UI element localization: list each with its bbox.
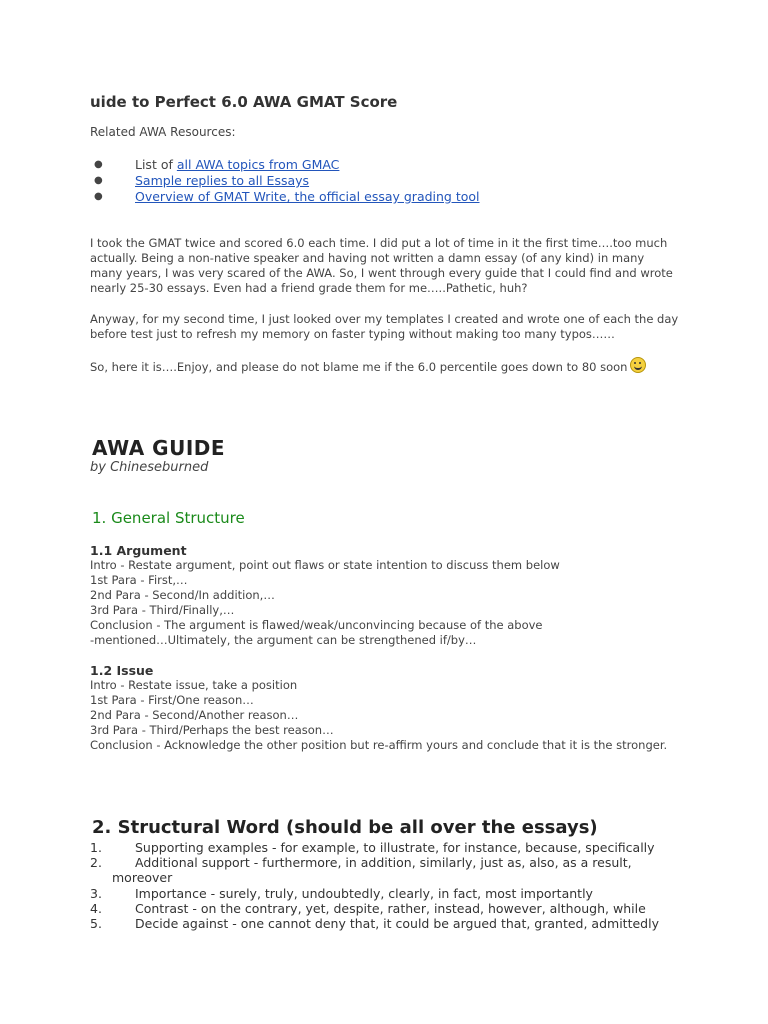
argument-line: 3rd Para - Third/Finally,… — [90, 603, 235, 617]
link-gmat-write-overview[interactable]: Overview of GMAT Write, the official essay grading tool — [135, 189, 480, 204]
issue-line: 1st Para - First/One reason… — [90, 693, 254, 707]
item-number: 1. — [90, 840, 102, 855]
subheading-issue: 1.2 Issue — [90, 663, 154, 678]
list-item — [90, 901, 690, 916]
item-text: Importance - surely, truly, undoubtedly, clearly, in fact, most importantly — [135, 885, 593, 901]
item-number: 3. — [90, 885, 102, 901]
page-title: uide to Perfect 6.0 AWA GMAT Score — [90, 93, 398, 111]
list-item — [90, 157, 480, 173]
issue-line: 3rd Para - Third/Perhaps the best reason… — [90, 723, 334, 737]
structural-word-list — [90, 840, 690, 931]
item-text: Supporting examples - for example, to illustrate, for instance, because, specifically — [135, 840, 655, 855]
bullet-icon: ● — [94, 191, 103, 202]
list-item — [90, 189, 480, 205]
subheading-argument: 1.1 Argument — [90, 543, 187, 558]
list-item — [90, 886, 690, 901]
smiley-icon — [630, 357, 646, 373]
item-text: Additional support - furthermore, in addition, similarly, just as, also, as a result, — [135, 855, 632, 871]
issue-line: Conclusion - Acknowledge the other position but re-affirm yours and conclude that it is the stronger. — [90, 738, 668, 752]
argument-line: 2nd Para - Second/In addition,… — [90, 588, 275, 602]
bullet-icon: ● — [94, 175, 103, 186]
link-awa-topics[interactable]: all AWA topics from GMAC — [176, 157, 340, 172]
issue-line: 2nd Para - Second/Another reason… — [90, 708, 299, 722]
related-resources-label: Related AWA Resources: — [90, 125, 236, 139]
link-sample-replies[interactable]: Sample replies to all Essays — [135, 173, 310, 188]
item-number: 5. — [90, 916, 102, 932]
list-item — [90, 840, 690, 855]
guide-byline: by Chineseburned — [90, 460, 209, 475]
item-text: Decide against - one cannot deny that, it could be argued that, granted, admittedly — [135, 916, 659, 932]
issue-line: Intro - Restate issue, take a position — [90, 678, 298, 692]
resource-links-list — [90, 157, 480, 205]
intro-paragraph-3-text: So, here it is….Enjoy, and please do not blame me if the 6.0 percentile goes down to 80 soon — [90, 360, 628, 374]
list-item — [90, 855, 690, 885]
intro-paragraph-1: I took the GMAT twice and scored 6.0 each time. I did put a lot of time in it the first time….too much actually. Being a non-native speaker and having not written a damn essay (of any kind) in many many years, I was very scared of the AWA. So, I went through every guide that I could find and wrote nearly 25-30 essays. Even had a friend grade them for me…..Pathetic, huh? — [90, 236, 673, 295]
list-item — [90, 173, 480, 189]
intro-paragraph-3 — [90, 357, 680, 375]
item-number: 4. — [90, 900, 102, 916]
argument-structure-block — [90, 558, 690, 648]
issue-structure-block — [90, 678, 690, 753]
item-number: 2. — [90, 855, 102, 871]
link-prefix: List of — [135, 157, 177, 172]
argument-line: Conclusion - The argument is flawed/weak/unconvincing because of the above — [90, 618, 543, 632]
intro-paragraph-2: Anyway, for my second time, I just looked over my templates I created and wrote one of each the day before test just to refresh my memory on faster typing without making too many typos…… — [90, 312, 679, 341]
argument-line: 1st Para - First,… — [90, 573, 188, 587]
item-text: Contrast - on the contrary, yet, despite, rather, instead, however, although, while — [135, 900, 646, 916]
list-item — [90, 916, 690, 931]
argument-line: Intro - Restate argument, point out flaws or state intention to discuss them below — [90, 558, 560, 572]
argument-line: -mentioned…Ultimately, the argument can be strengthened if/by… — [90, 633, 477, 647]
section-heading-structural-word: 2. Structural Word (should be all over the essays) — [92, 817, 598, 838]
section-heading-general-structure: 1. General Structure — [92, 509, 245, 527]
guide-title: AWA GUIDE — [92, 436, 226, 460]
bullet-icon: ● — [94, 159, 103, 170]
item-text-continued: moreover — [112, 870, 173, 886]
